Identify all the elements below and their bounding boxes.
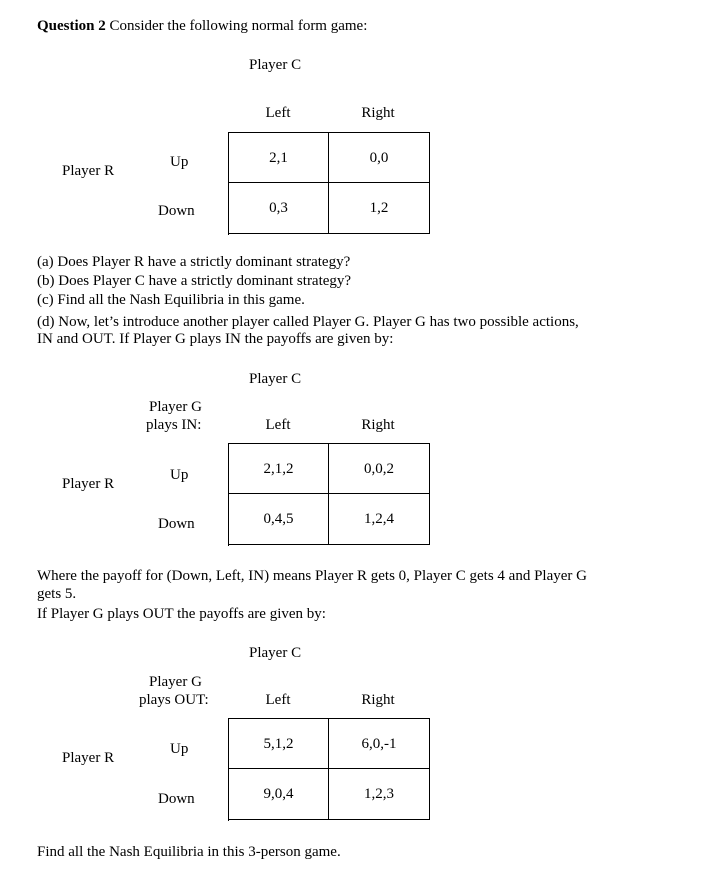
- game-out-col-player: Player C: [249, 645, 302, 661]
- question-intro: Consider the following normal form game:: [109, 18, 368, 34]
- explain-line1: Where the payoff for (Down, Left, IN) means Player R gets 0, Player C gets 4 and Player G: [37, 568, 587, 584]
- game-in-row-down: Down: [158, 516, 195, 532]
- part-d-line2: IN and OUT. If Player G plays IN the payoffs are given by:: [37, 331, 394, 347]
- final-question: Find all the Nash Equilibria in this 3-person game.: [37, 844, 341, 860]
- game1-cell-up-left: 2,1: [229, 133, 329, 183]
- game-in-col-right: Right: [361, 417, 395, 433]
- game-out-g-label-1: Player G: [149, 674, 202, 690]
- game-in-cell-up-left: 2,1,2: [229, 444, 329, 494]
- game-in-cell-up-right: 0,0,2: [329, 444, 430, 494]
- game-out-row-up: Up: [170, 741, 189, 757]
- game-out-col-left: Left: [265, 692, 291, 708]
- game-out-cell-up-right: 6,0,-1: [329, 719, 430, 769]
- explain-line3: If Player G plays OUT the payoffs are given by:: [37, 606, 326, 622]
- game-out-col-right: Right: [361, 692, 395, 708]
- game-out-g-label-2: plays OUT:: [139, 692, 209, 708]
- game-out-cell-down-left: 9,0,4: [229, 769, 329, 820]
- game1-col-player: Player C: [249, 57, 302, 73]
- game-out-row-down: Down: [158, 791, 195, 807]
- explain-line2: gets 5.: [37, 586, 77, 602]
- game-in-row-player: Player R: [62, 476, 115, 492]
- game1-col-right: Right: [361, 105, 395, 121]
- game-in-payoff-matrix: [228, 443, 430, 546]
- game1-row-down: Down: [158, 203, 195, 219]
- game-in-row-up: Up: [170, 467, 189, 483]
- game-out-cell-down-right: 1,2,3: [329, 769, 430, 820]
- part-b: (b) Does Player C have a strictly dominant strategy?: [37, 273, 352, 289]
- part-a: (a) Does Player R have a strictly dominant strategy?: [37, 254, 351, 270]
- game-in-g-label-1: Player G: [149, 399, 202, 415]
- game1-row-player: Player R: [62, 163, 115, 179]
- game-out-row-player: Player R: [62, 750, 115, 766]
- game-out-payoff-matrix: [228, 718, 430, 821]
- part-c: (c) Find all the Nash Equilibria in this game.: [37, 292, 305, 308]
- game-in-col-left: Left: [265, 417, 291, 433]
- game1-cell-down-left: 0,3: [229, 183, 329, 234]
- game1-row-up: Up: [170, 154, 189, 170]
- question-title: [37, 17, 367, 35]
- game-in-col-player: Player C: [249, 371, 302, 387]
- game1-payoff-matrix: [228, 132, 430, 235]
- question-label: Question 2: [37, 18, 106, 34]
- game1-col-left: Left: [265, 105, 291, 121]
- game-in-g-label-2: plays IN:: [146, 417, 202, 433]
- game-in-cell-down-right: 1,2,4: [329, 494, 430, 545]
- part-d-line1: (d) Now, let’s introduce another player called Player G. Player G has two possible actions,: [37, 314, 579, 330]
- game-in-cell-down-left: 0,4,5: [229, 494, 329, 545]
- game1-cell-up-right: 0,0: [329, 133, 430, 183]
- game-out-cell-up-left: 5,1,2: [229, 719, 329, 769]
- game1-cell-down-right: 1,2: [329, 183, 430, 234]
